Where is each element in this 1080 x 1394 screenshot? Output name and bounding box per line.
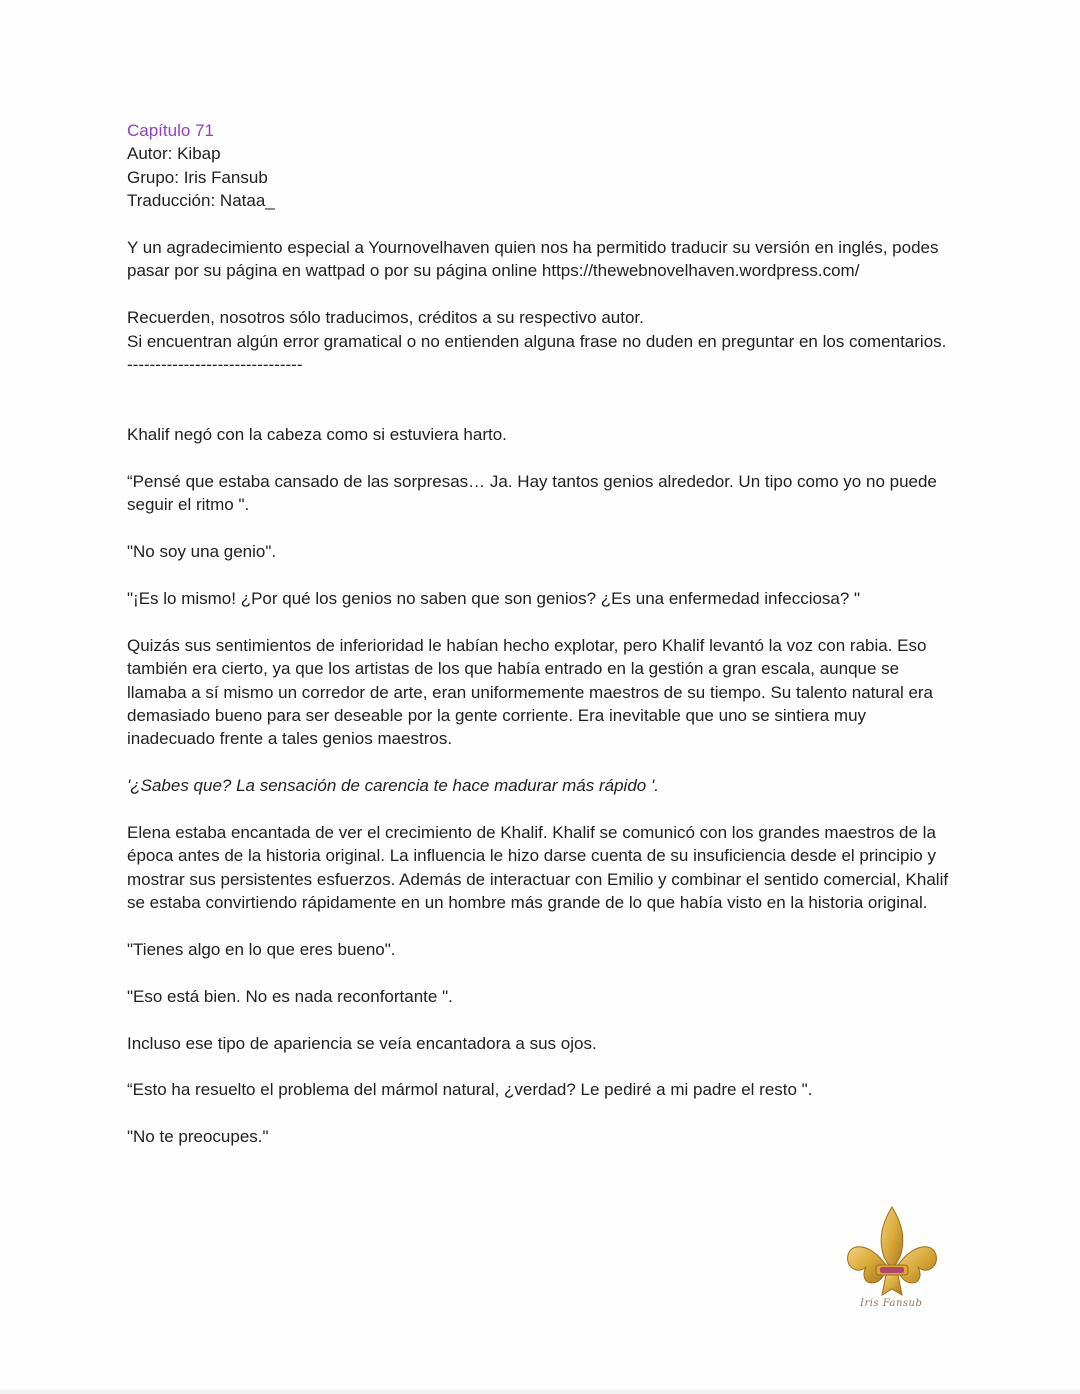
group-line: Grupo: Iris Fansub [127, 167, 268, 187]
story-paragraph-italic: '¿Sabes que? La sensación de carencia te hace madurar más rápido '. [127, 776, 659, 796]
story-paragraph: "No soy una genio". [127, 542, 277, 562]
reminder-line-2: Si encuentran algún error gramatical o no entienden alguna frase no duden en preguntar en los comentarios. [127, 331, 947, 351]
story-paragraph: "¡Es lo mismo! ¿Por qué los genios no saben que son genios? ¿Es una enfermedad infecciosa? " [127, 589, 861, 609]
document-body [127, 119, 957, 1149]
logo-signature: Iris Fansub [860, 1298, 923, 1309]
author-line: Autor: Kibap [127, 144, 221, 164]
chapter-title: Capítulo 71 [127, 121, 214, 140]
story-paragraph: Quizás sus sentimientos de inferioridad le habían hecho explotar, pero Khalif levantó la voz con rabia. Eso también era cierto, ya que los artistas de los que había entrado en la gestión a gran escala, aunque se llamaba a sí mismo un corredor de arte, eran uniformemente maestros de su tiempo. Su talento natural era demasiado bueno para ser deseable por la gente corriente. Era inevitable que uno se sintiera muy inadecuado frente a tales genios maestros. [127, 635, 934, 749]
page-bottom-edge [0, 1390, 1080, 1394]
story-paragraph: "No te preocupes." [127, 1127, 269, 1147]
story-paragraph: “Esto ha resuelto el problema del mármol natural, ¿verdad? Le pediré a mi padre el resto ". [127, 1080, 813, 1100]
story-paragraph: Incluso ese tipo de apariencia se veía encantadora a sus ojos. [127, 1033, 597, 1053]
story-paragraph: Khalif negó con la cabeza como si estuviera harto. [127, 425, 507, 445]
story-paragraph: "Tienes algo en lo que eres bueno". [127, 940, 396, 960]
story-paragraph: “Pensé que estaba cansado de las sorpresas… Ja. Hay tantos genios alrededor. Un tipo como yo no puede seguir el ritmo ". [127, 472, 937, 515]
translation-line: Traducción: Nataa_ [127, 191, 275, 211]
story-paragraph: "Eso está bien. No es nada reconfortante ". [127, 986, 453, 1006]
divider-line: ------------------------------- [127, 355, 303, 375]
reminder-line-1: Recuerden, nosotros sólo traducimos, créditos a su respectivo autor. [127, 308, 644, 328]
story-paragraph: Elena estaba encantada de ver el crecimiento de Khalif. Khalif se comunicó con los grandes maestros de la época antes de la historia original. La influencia le hizo darse cuenta de su insuficiencia desde el principio y mostrar sus persistentes esfuerzos. Además de interactuar con Emilio y combinar el sentido comercial, Khalif se estaba convirtiendo rápidamente en un hombre más grande de lo que había visto en la historia original. [127, 823, 949, 913]
thanks-paragraph: Y un agradecimiento especial a Yournovelhaven quien nos ha permitido traducir su versión en inglés, podes pasar por su página en wattpad o por su página online https://thewebnovelhaven.wordpress.com/ [127, 238, 939, 281]
